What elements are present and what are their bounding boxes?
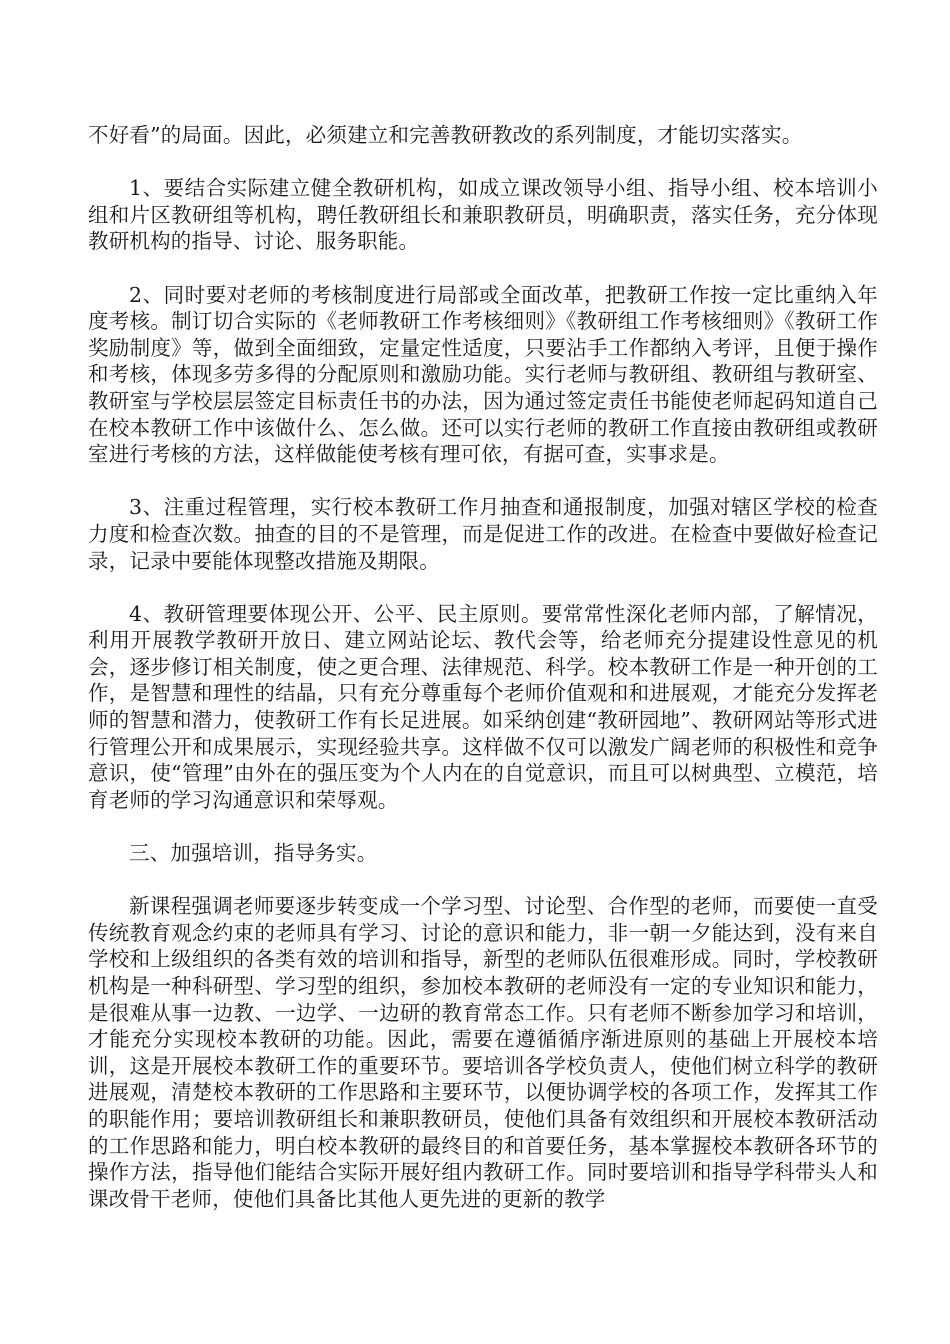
paragraph-item-3: 3、注重过程管理，实行校本教研工作月抽查和通报制度，加强对辖区学校的检查力度和检查次数。抽查的目的不是管理，而是促进工作的改进。在检查中要做好检查记录，记录中要能体现整改措施及期限。 (88, 495, 878, 573)
paragraph-training: 新课程强调老师要逐步转变成一个学习型、讨论型、合作型的老师，而要使一直受传统教育观念约束的老师具有学习、讨论的意识和能力，非一朝一夕能达到，没有来自学校和上级组织的各类有效的培训和指导，新型的老师队伍很难形成。同时，学校教研机构是一种科研型、学习型的组织，参加校本教研的老师没有一定的专业知识和能力，是很难从事一边教、一边学、一边研的教育常态工作。只有老师不断参加学习和培训，才能充分实现校本教研的功能。因此，需要在遵循循序渐进原则的基础上开展校本培训，这是开展校本教研工作的重要环节。要培训各学校负责人，使他们树立科学的教研进展观，清楚校本教研的工作思路和主要环节，以便协调学校的各项工作，发挥其工作的职能作用；要培训教研组长和兼职教研员，使他们具备有效组织和开展校本教研活动的工作思路和能力，明白校本教研的最终目的和首要任务，基本掌握校本教研各环节的操作方法，指导他们能结合实际开展好组内教研工作。同时要培训和指导学科带头人和课改骨干老师，使他们具备比其他人更先进的更新的教学 (88, 894, 878, 1211)
section-heading-3: 三、加强培训，指导务实。 (129, 841, 378, 866)
document-page (88, 122, 878, 1239)
paragraph-continuation: 不好看”的局面。因此，必须建立和完善教研教改的系列制度，才能切实落实。 (88, 123, 803, 147)
paragraph-item-1: 1、要结合实际建立健全教研机构，如成立课改领导小组、指导小组、校本培训小组和片区教研组等机构，聘任教研组长和兼职教研员，明确职责，落实任务，充分体现教研机构的指导、讨论、服务职能。 (88, 176, 878, 254)
paragraph-item-2: 2、同时要对老师的考核制度进行局部或全面改革，把教研工作按一定比重纳入年度考核。制订切合实际的《老师教研工作考核细则》《教研组工作考核细则》《教研工作奖励制度》等，做到全面细致，定量定性适度，只要沾手工作都纳入考评，且便于操作和考核，体现多劳多得的分配原则和激励功能。实行老师与教研组、教研组与教研室、教研室与学校层层签定目标责任书的办法，因为通过签定责任书能使老师起码知道自己在校本教研工作中该做什么、怎么做。还可以实行老师的教研工作直接由教研组或教研室进行考核的方法，这样做能使考核有理可依，有据可查，实事求是。 (88, 282, 878, 467)
paragraph-item-4: 4、教研管理要体现公开、公平、民主原则。要常常性深化老师内部，了解情况，利用开展教学教研开放日、建立网站论坛、教代会等，给老师充分提建设性意见的机会，逐步修订相关制度，使之更合理、法律规范、科学。校本教研工作是一种开创的工作，是智慧和理性的结晶，只有充分尊重每个老师价值观和和进展观，才能充分发挥老师的智慧和潜力，使教研工作有长足进展。如采纳创建“教研园地”、教研网站等形式进行管理公开和成果展示，实现经验共享。这样做不仅可以激发广阔老师的积极性和竞争意识，使“管理”由外在的强压变为个人内在的自觉意识，而且可以树典型、立模范，培育老师的学习沟通意识和荣辱观。 (88, 601, 878, 812)
